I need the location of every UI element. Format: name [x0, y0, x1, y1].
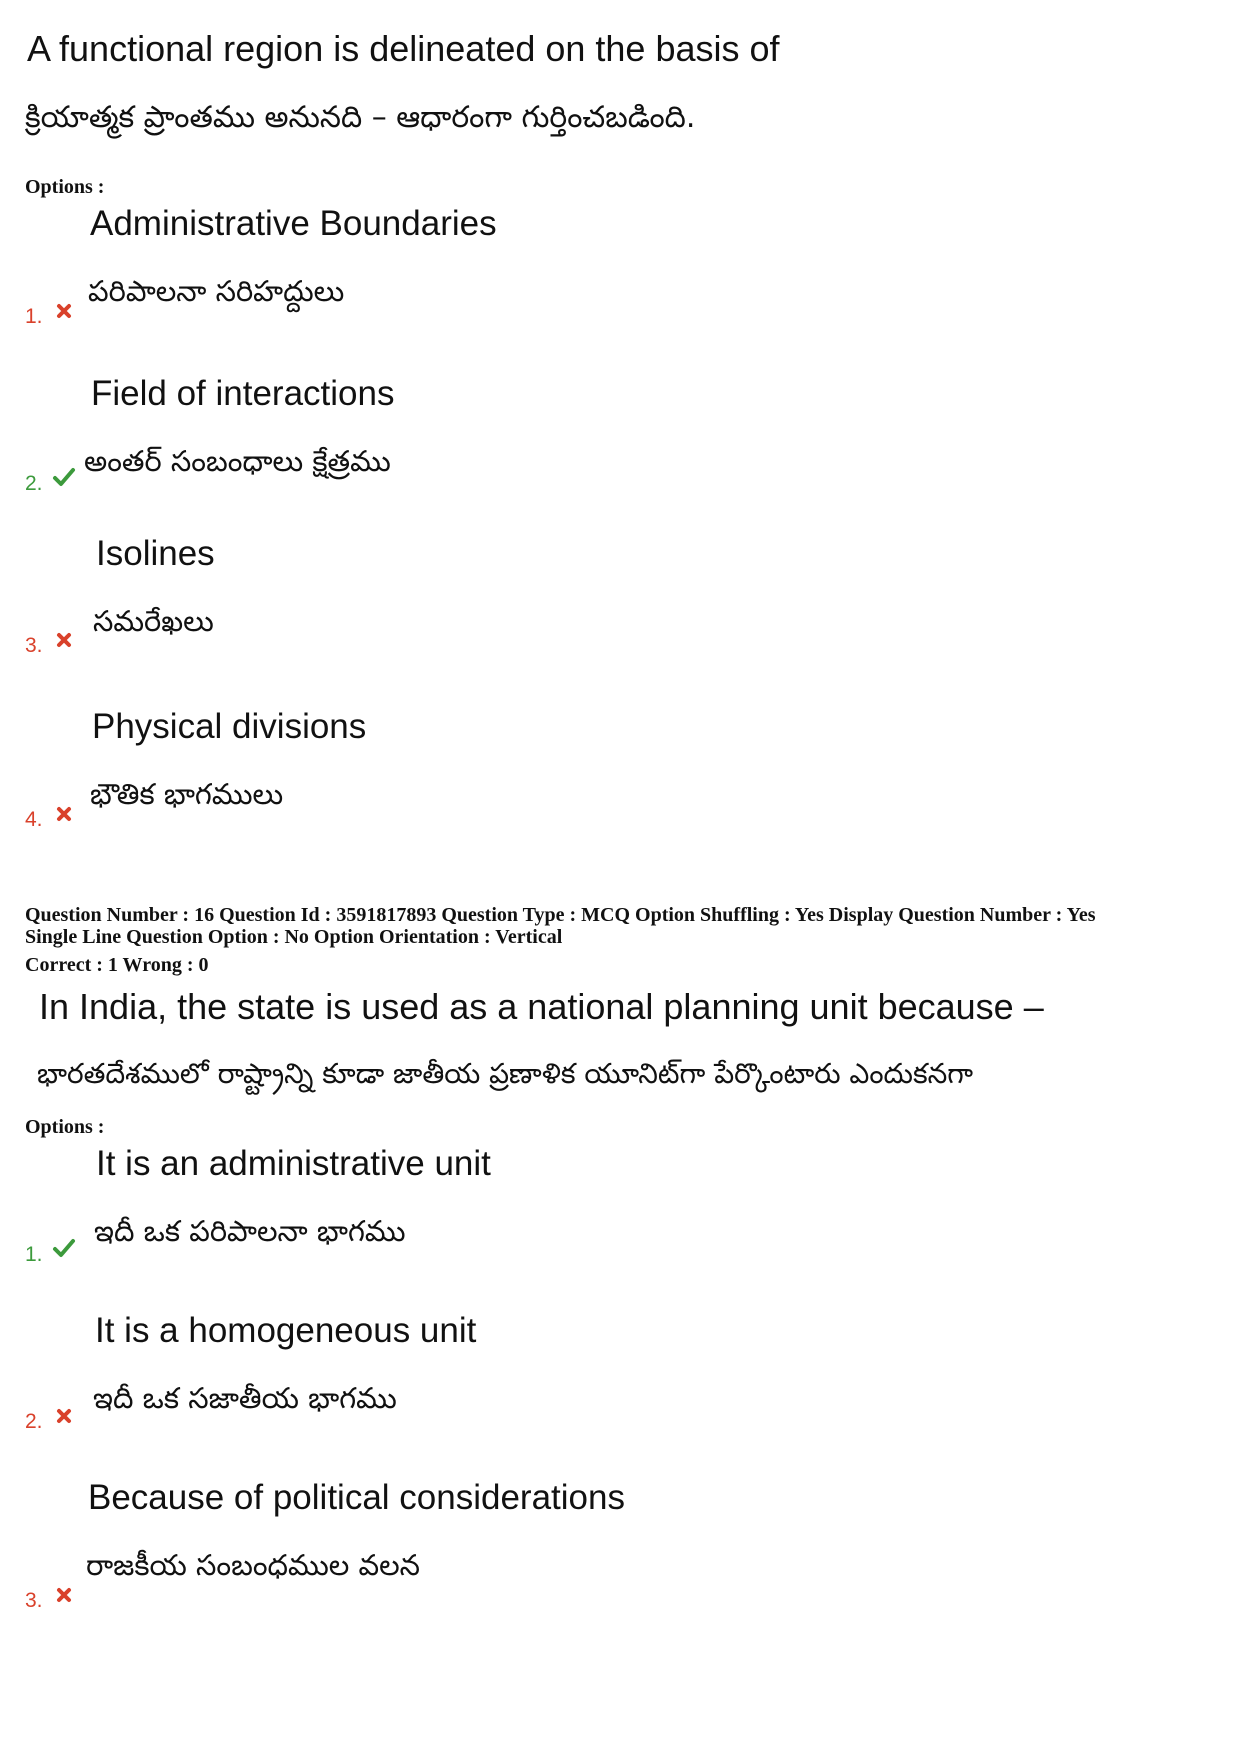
- option-3-number: 3.: [25, 1589, 43, 1612]
- cross-icon: [55, 1407, 73, 1425]
- option-2-text-en: Field of interactions: [91, 374, 395, 413]
- option-1-text-en: Administrative Boundaries: [90, 204, 497, 243]
- option-3-text-te: రాజకీయ సంబంధముల వలన: [86, 1548, 421, 1582]
- options-label: Options :: [25, 176, 105, 198]
- question-15-text-te: క్రియాత్మక ప్రాంతము అనునది – ఆధారంగా గుర్తించబడింది.: [25, 100, 696, 135]
- option-3-text-en: Isolines: [96, 534, 215, 573]
- cross-icon: [55, 1586, 73, 1604]
- cross-icon: [55, 805, 73, 823]
- option-3-text-te: సమరేఖలు: [93, 604, 214, 638]
- question-15-text-en: A functional region is delineated on the basis of: [27, 28, 780, 69]
- question-16-meta-line2: Single Line Question Option : No Option Orientation : Vertical: [25, 926, 563, 948]
- option-1-text-en: It is an administrative unit: [96, 1144, 491, 1183]
- option-1-number: 1.: [25, 1243, 43, 1266]
- option-3-text-en: Because of political considerations: [88, 1478, 625, 1517]
- question-16-text-te: భారతదేశములో రాష్ట్రాన్ని కూడా జాతీయ ప్రణాళిక యూనిట్‌గా పేర్కొంటారు ఎందుకనగా: [37, 1057, 974, 1090]
- cross-icon: [55, 302, 73, 320]
- option-4-text-en: Physical divisions: [92, 707, 367, 746]
- option-4-text-te: భౌతిక భాగములు: [90, 777, 284, 811]
- check-icon: [52, 1237, 76, 1259]
- option-2-number: 2.: [25, 1410, 43, 1433]
- option-2-text-en: It is a homogeneous unit: [95, 1311, 477, 1350]
- question-16-text-en: In India, the state is used as a national planning unit because –: [39, 986, 1044, 1027]
- cross-icon: [55, 631, 73, 649]
- option-2-number: 2.: [25, 472, 43, 495]
- options-label: Options :: [25, 1116, 105, 1138]
- question-16-meta-line1: Question Number : 16 Question Id : 3591817893 Question Type : MCQ Option Shuffling : Yes Display Question Number : Yes: [25, 904, 1096, 926]
- option-2-text-te: ఇదీ ఒక సజాతీయ భాగము: [93, 1381, 397, 1415]
- option-2-text-te: అంతర్ సంబంధాలు క్షేత్రము: [84, 444, 391, 478]
- check-icon: [52, 466, 76, 488]
- question-16-meta-line3: Correct : 1 Wrong : 0: [25, 954, 209, 976]
- option-1-text-te: ఇదీ ఒక పరిపాలనా భాగము: [94, 1214, 406, 1248]
- option-3-number: 3.: [25, 634, 43, 657]
- option-1-text-te: పరిపాలనా సరిహద్దులు: [88, 274, 345, 308]
- option-4-number: 4.: [25, 808, 43, 831]
- option-1-number: 1.: [25, 305, 43, 328]
